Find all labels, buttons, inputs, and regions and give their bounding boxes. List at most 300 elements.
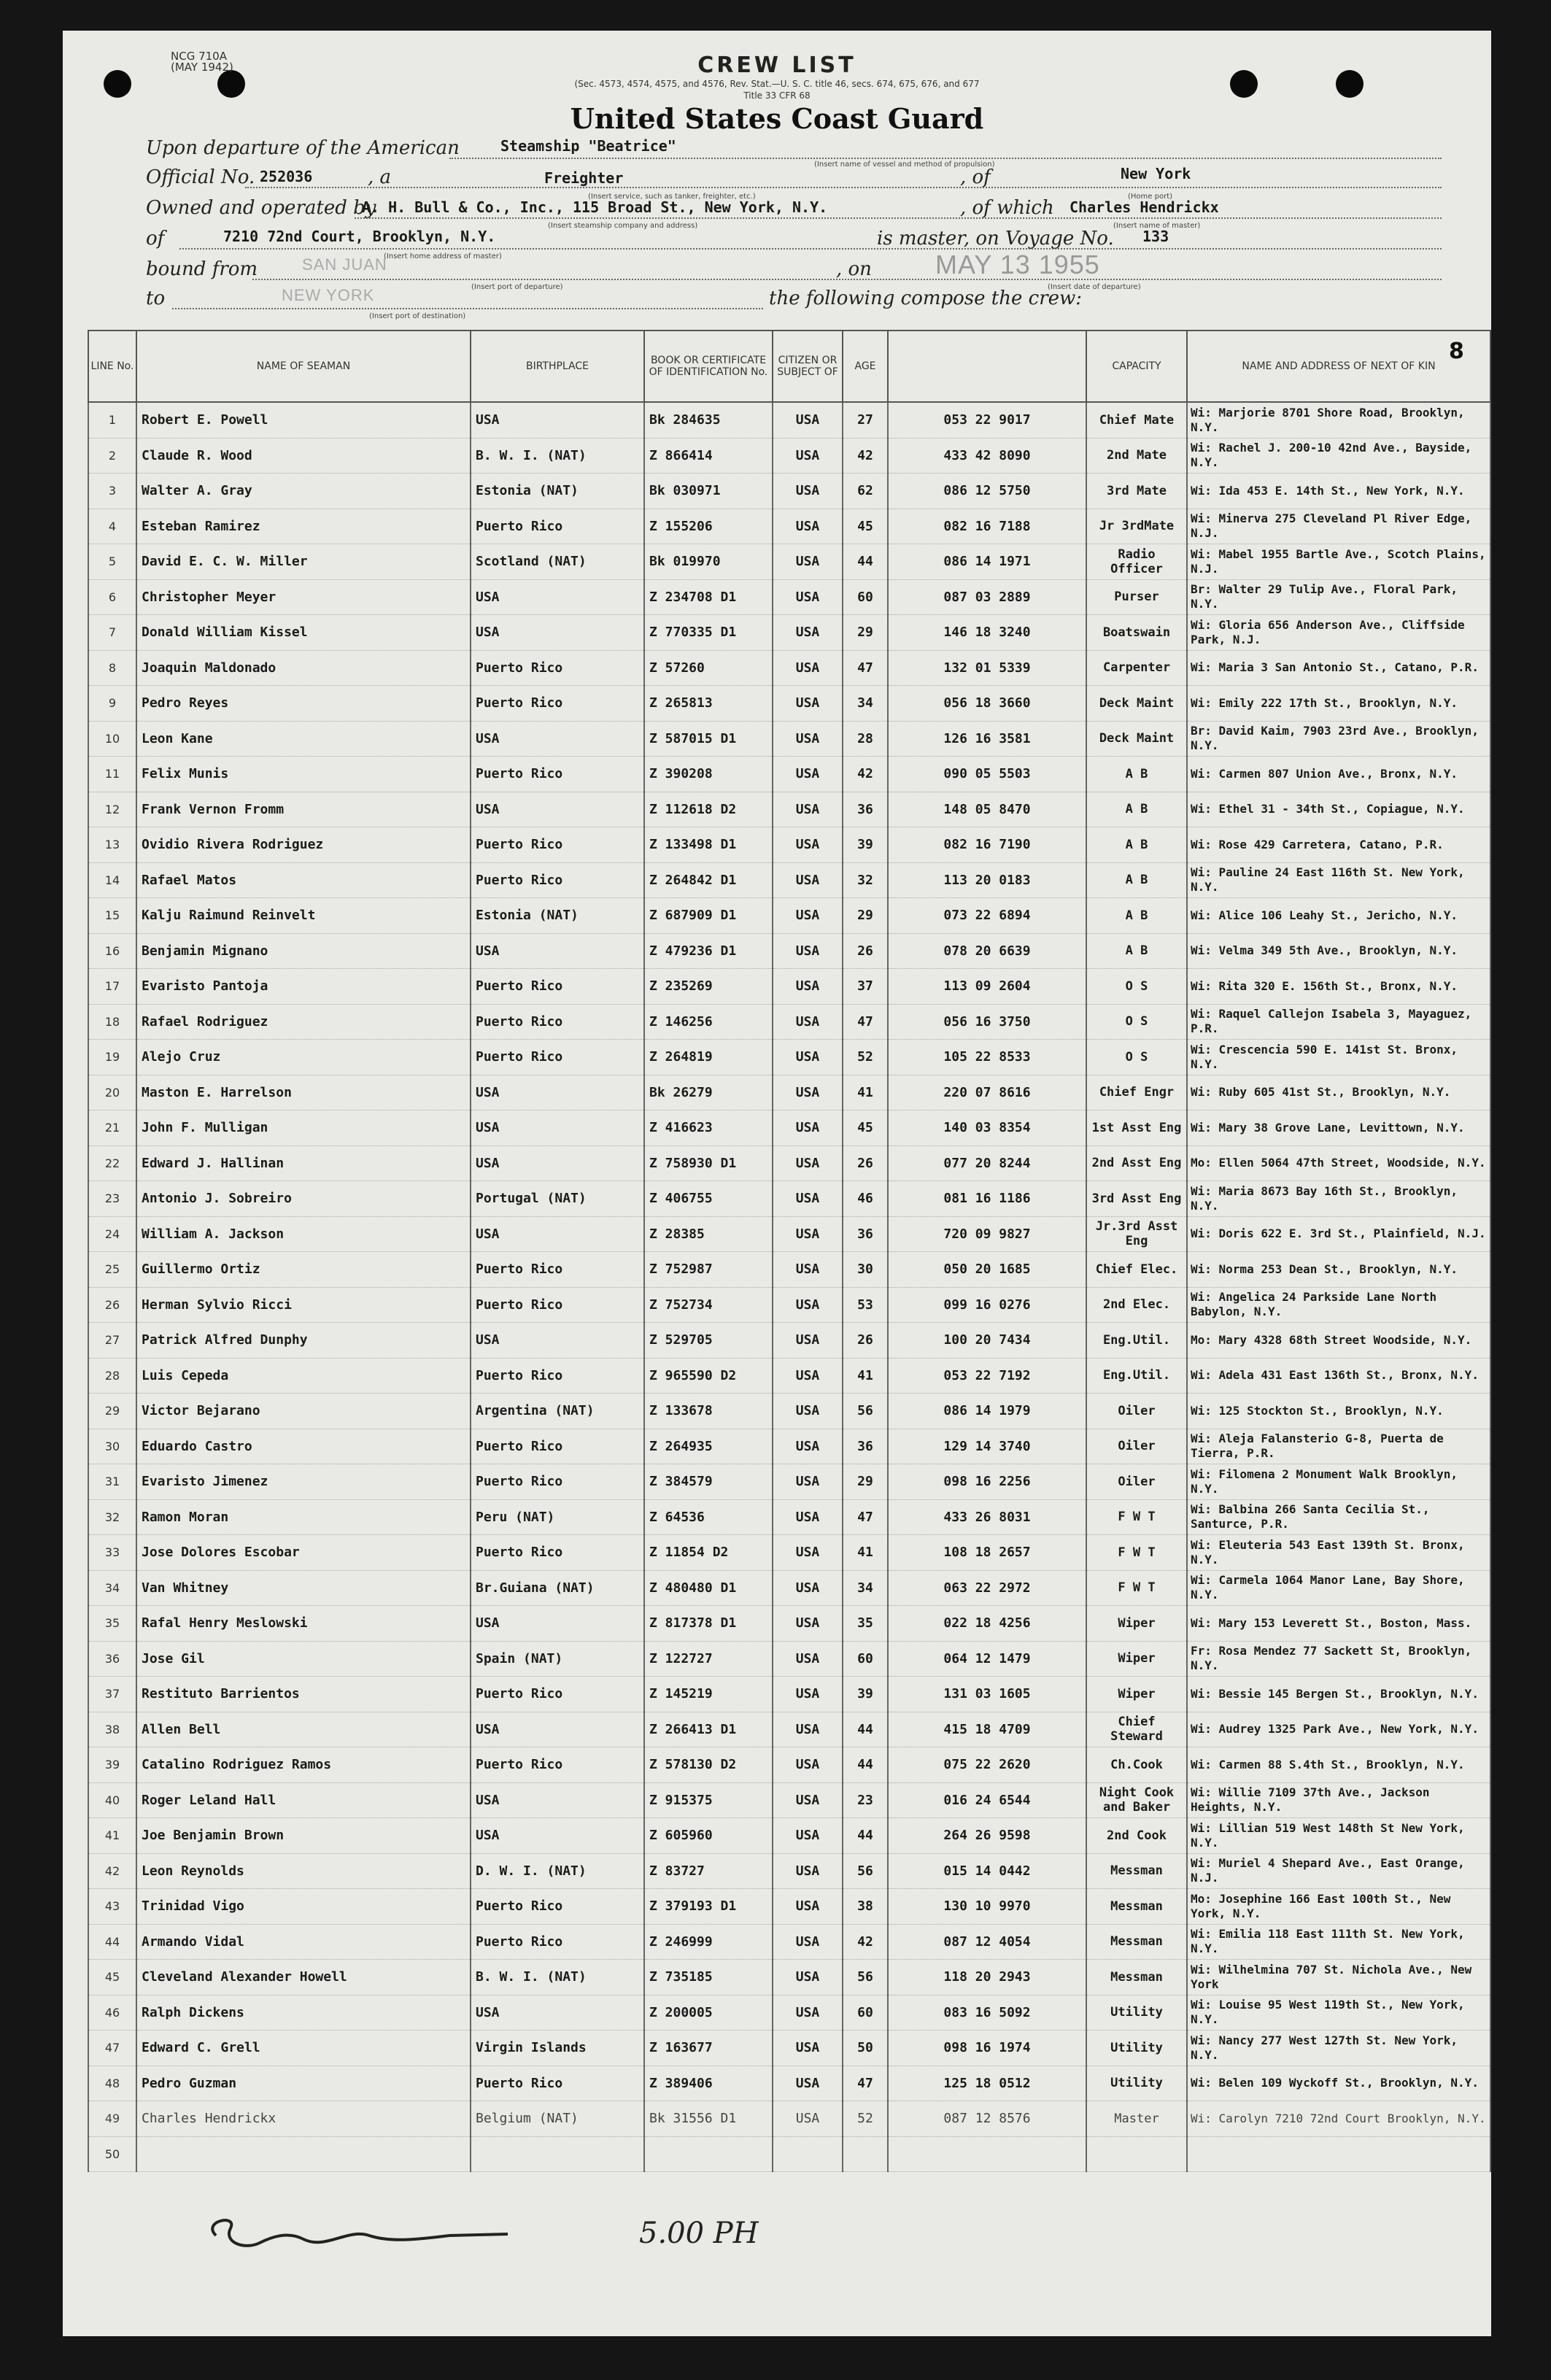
table-row <box>88 438 1490 474</box>
birthplace: USA <box>471 615 644 651</box>
certificate-number: Z 265813 <box>644 686 773 722</box>
line-number: 32 <box>88 1499 136 1535</box>
next-of-kin: Wi: Velma 349 5th Ave., Brooklyn, N.Y. <box>1187 933 1490 969</box>
citizenship: USA <box>773 1216 843 1252</box>
age: 41 <box>843 1535 888 1571</box>
age: 36 <box>843 1216 888 1252</box>
citizenship: USA <box>773 862 843 898</box>
capacity: Messman <box>1086 1924 1187 1960</box>
seaman-name: Esteban Ramirez <box>136 509 471 544</box>
next-of-kin: Wi: Nancy 277 West 127th St. New York, N.Y. <box>1187 2031 1490 2066</box>
birthplace: Puerto Rico <box>471 509 644 544</box>
capacity: Chief Engr <box>1086 1075 1187 1110</box>
bound-to-stamp: NEW YORK <box>282 286 375 304</box>
capacity: Night Cook and Baker <box>1086 1782 1187 1818</box>
seaman-name: Walter A. Gray <box>136 474 471 509</box>
statute-reference: (Sec. 4573, 4574, 4575, and 4576, Rev. Stat.—U. S. C. title 46, secs. 674, 675, 676, and 677 <box>574 79 980 89</box>
birthplace: Puerto Rico <box>471 969 644 1005</box>
capacity: Chief Elec. <box>1086 1252 1187 1288</box>
table-row <box>88 827 1490 863</box>
id-number: 113 20 0183 <box>888 862 1086 898</box>
fill-line <box>172 308 763 309</box>
capacity: Messman <box>1086 1960 1187 1995</box>
citizenship: USA <box>773 827 843 863</box>
capacity: Jr.3rd Asst Eng <box>1086 1216 1187 1252</box>
line-number: 17 <box>88 969 136 1005</box>
table-row <box>88 1747 1490 1783</box>
age: 29 <box>843 1464 888 1500</box>
next-of-kin: Mo: Ellen 5064 47th Street, Woodside, N.Y. <box>1187 1145 1490 1181</box>
birthplace: B. W. I. (NAT) <box>471 1960 644 1995</box>
capacity: 3rd Mate <box>1086 474 1187 509</box>
certificate-number: Z 112618 D2 <box>644 792 773 827</box>
capacity: 3rd Asst Eng <box>1086 1181 1187 1217</box>
next-of-kin: Wi: Audrey 1325 Park Ave., New York, N.Y. <box>1187 1712 1490 1747</box>
next-of-kin: Wi: Carmen 88 S.4th St., Brooklyn, N.Y. <box>1187 1747 1490 1783</box>
col-next-of-kin: NAME AND ADDRESS OF NEXT OF KIN <box>1187 331 1490 402</box>
certificate-number: Z 758930 D1 <box>644 1145 773 1181</box>
seaman-name: Catalino Rodriguez Ramos <box>136 1747 471 1783</box>
citizenship: USA <box>773 1712 843 1747</box>
id-number: 099 16 0276 <box>888 1287 1086 1323</box>
age: 44 <box>843 1818 888 1854</box>
next-of-kin: Br: David Kaim, 7903 23rd Ave., Brooklyn, N.Y. <box>1187 721 1490 757</box>
age: 45 <box>843 509 888 544</box>
col-capacity: CAPACITY <box>1086 331 1187 402</box>
age: 38 <box>843 1889 888 1925</box>
citizenship: USA <box>773 1853 843 1889</box>
capacity: 2nd Mate <box>1086 438 1187 474</box>
certificate-number: Z 11854 D2 <box>644 1535 773 1571</box>
line-number: 7 <box>88 615 136 651</box>
birthplace: Peru (NAT) <box>471 1499 644 1535</box>
age: 36 <box>843 792 888 827</box>
capacity: Wiper <box>1086 1677 1187 1712</box>
certificate-number: Z 264819 <box>644 1040 773 1075</box>
next-of-kin: Wi: Emily 222 17th St., Brooklyn, N.Y. <box>1187 686 1490 722</box>
citizenship: USA <box>773 1040 843 1075</box>
owner: A. H. Bull & Co., Inc., 115 Broad St., New York, N.Y. <box>362 198 828 216</box>
capacity: Deck Maint <box>1086 721 1187 757</box>
line-number: 38 <box>88 1712 136 1747</box>
statute-reference-2: Title 33 CFR 68 <box>743 90 811 101</box>
capacity: Eng.Util. <box>1086 1358 1187 1394</box>
age: 37 <box>843 969 888 1005</box>
next-of-kin: Mo: Josephine 166 East 100th St., New York, N.Y. <box>1187 1889 1490 1925</box>
voyage-no: 133 <box>1142 228 1169 245</box>
id-number: 082 16 7190 <box>888 827 1086 863</box>
table-row <box>88 1499 1490 1535</box>
age: 50 <box>843 2031 888 2066</box>
line-number: 1 <box>88 402 136 438</box>
table-row <box>88 402 1490 438</box>
seaman-name: Jose Dolores Escobar <box>136 1535 471 1571</box>
id-number: 140 03 8354 <box>888 1110 1086 1146</box>
capacity: Oiler <box>1086 1394 1187 1429</box>
id-number: 433 42 8090 <box>888 438 1086 474</box>
hint-owner: (Insert steamship company and address) <box>548 222 698 230</box>
table-row <box>88 1535 1490 1571</box>
certificate-number: Bk 019970 <box>644 544 773 580</box>
line-number: 30 <box>88 1429 136 1464</box>
capacity: Wiper <box>1086 1641 1187 1677</box>
table-row <box>88 1394 1490 1429</box>
capacity: O S <box>1086 1040 1187 1075</box>
table-row <box>88 1464 1490 1500</box>
line-number: 8 <box>88 650 136 686</box>
col-age: AGE <box>843 331 888 402</box>
id-number: 098 16 2256 <box>888 1464 1086 1500</box>
capacity: Utility <box>1086 1995 1187 2031</box>
birthplace: Puerto Rico <box>471 827 644 863</box>
next-of-kin: Wi: Filomena 2 Monument Walk Brooklyn, N.Y. <box>1187 1464 1490 1500</box>
line-number: 49 <box>88 2101 136 2137</box>
next-of-kin: Wi: Rachel J. 200-10 42nd Ave., Bayside, N.Y. <box>1187 438 1490 474</box>
capacity: Carpenter <box>1086 650 1187 686</box>
next-of-kin: Wi: Pauline 24 East 116th St. New York, N.Y. <box>1187 862 1490 898</box>
seaman-name: Roger Leland Hall <box>136 1782 471 1818</box>
id-number: 077 20 8244 <box>888 1145 1086 1181</box>
capacity: Purser <box>1086 579 1187 615</box>
citizenship: USA <box>773 1818 843 1854</box>
age: 62 <box>843 474 888 509</box>
next-of-kin: Wi: Carmen 807 Union Ave., Bronx, N.Y. <box>1187 757 1490 792</box>
label-is-master: is master, on Voyage No. <box>877 228 1114 250</box>
citizenship: USA <box>773 757 843 792</box>
crew-list-document <box>63 31 1491 2336</box>
capacity: A B <box>1086 792 1187 827</box>
citizenship: USA <box>773 2031 843 2066</box>
next-of-kin: Wi: Ida 453 E. 14th St., New York, N.Y. <box>1187 474 1490 509</box>
id-number: 075 22 2620 <box>888 1747 1086 1783</box>
seaman-name: Kalju Raimund Reinvelt <box>136 898 471 934</box>
seaman-name: Herman Sylvio Ricci <box>136 1287 471 1323</box>
certificate-number: Z 83727 <box>644 1853 773 1889</box>
col-citizen: CITIZEN OR SUBJECT OF <box>773 331 843 402</box>
seaman-name: Charles Hendrickx <box>136 2101 471 2137</box>
table-row <box>88 2136 1490 2172</box>
certificate-number: Z 965590 D2 <box>644 1358 773 1394</box>
age: 44 <box>843 544 888 580</box>
master-name: Charles Hendrickx <box>1070 198 1219 216</box>
line-number: 28 <box>88 1358 136 1394</box>
birthplace: USA <box>471 1145 644 1181</box>
next-of-kin: Wi: Angelica 24 Parkside Lane North Babylon, N.Y. <box>1187 1287 1490 1323</box>
citizenship: USA <box>773 1075 843 1110</box>
table-row <box>88 1110 1490 1146</box>
citizenship: USA <box>773 1782 843 1818</box>
table-row <box>88 792 1490 827</box>
citizenship: USA <box>773 1358 843 1394</box>
line-number: 48 <box>88 2066 136 2101</box>
birthplace: Estonia (NAT) <box>471 474 644 509</box>
seaman-name: Trinidad Vigo <box>136 1889 471 1925</box>
citizenship: USA <box>773 402 843 438</box>
id-number: 415 18 4709 <box>888 1712 1086 1747</box>
line-number: 45 <box>88 1960 136 1995</box>
birthplace: USA <box>471 1110 644 1146</box>
next-of-kin: Wi: Ethel 31 - 34th St., Copiague, N.Y. <box>1187 792 1490 827</box>
table-row <box>88 474 1490 509</box>
table-row <box>88 1181 1490 1217</box>
label-to: to <box>146 287 166 309</box>
line-number: 29 <box>88 1394 136 1429</box>
citizenship: USA <box>773 544 843 580</box>
certificate-number: Z 752987 <box>644 1252 773 1288</box>
age: 26 <box>843 1145 888 1181</box>
birthplace: Puerto Rico <box>471 2066 644 2101</box>
id-number: 098 16 1974 <box>888 2031 1086 2066</box>
age <box>843 2136 888 2172</box>
seaman-name: Leon Kane <box>136 721 471 757</box>
citizenship: USA <box>773 2066 843 2101</box>
birthplace: Puerto Rico <box>471 1287 644 1323</box>
capacity: Boatswain <box>1086 615 1187 651</box>
capacity: O S <box>1086 1004 1187 1040</box>
birthplace: Puerto Rico <box>471 1040 644 1075</box>
citizenship: USA <box>773 1145 843 1181</box>
certificate-number: Z 200005 <box>644 1995 773 2031</box>
age: 60 <box>843 579 888 615</box>
certificate-number: Z 64536 <box>644 1499 773 1535</box>
capacity: Wiper <box>1086 1606 1187 1642</box>
table-row <box>88 1075 1490 1110</box>
capacity: Chief Steward <box>1086 1712 1187 1747</box>
citizenship <box>773 2136 843 2172</box>
table-row <box>88 1960 1490 1995</box>
citizenship: USA <box>773 686 843 722</box>
line-number: 12 <box>88 792 136 827</box>
line-number: 24 <box>88 1216 136 1252</box>
capacity: 2nd Asst Eng <box>1086 1145 1187 1181</box>
certificate-number: Z 264842 D1 <box>644 862 773 898</box>
citizenship: USA <box>773 509 843 544</box>
seaman-name: Robert E. Powell <box>136 402 471 438</box>
citizenship: USA <box>773 1535 843 1571</box>
seaman-name: Cleveland Alexander Howell <box>136 1960 471 1995</box>
seaman-name: Victor Bejarano <box>136 1394 471 1429</box>
fill-line <box>355 217 1442 219</box>
form-date: (MAY 1942) <box>171 61 233 74</box>
birthplace: Argentina (NAT) <box>471 1394 644 1429</box>
age: 56 <box>843 1960 888 1995</box>
line-number: 13 <box>88 827 136 863</box>
certificate-number: Z 146256 <box>644 1004 773 1040</box>
seaman-name: Joaquin Maldonado <box>136 650 471 686</box>
id-number: 148 05 8470 <box>888 792 1086 827</box>
seaman-name: Alejo Cruz <box>136 1040 471 1075</box>
age: 56 <box>843 1394 888 1429</box>
certificate-number: Z 587015 D1 <box>644 721 773 757</box>
id-number: 220 07 8616 <box>888 1075 1086 1110</box>
label-of: , of <box>960 166 991 188</box>
fill-line <box>245 187 1442 188</box>
citizenship: USA <box>773 1429 843 1464</box>
id-number: 053 22 7192 <box>888 1358 1086 1394</box>
certificate-number: Z 578130 D2 <box>644 1747 773 1783</box>
id-number: 078 20 6639 <box>888 933 1086 969</box>
age: 47 <box>843 1004 888 1040</box>
citizenship: USA <box>773 1110 843 1146</box>
age: 53 <box>843 1287 888 1323</box>
capacity: Oiler <box>1086 1429 1187 1464</box>
age: 26 <box>843 933 888 969</box>
seaman-name: Rafal Henry Meslowski <box>136 1606 471 1642</box>
capacity: Messman <box>1086 1853 1187 1889</box>
age: 27 <box>843 402 888 438</box>
certificate-number: Bk 31556 D1 <box>644 2101 773 2137</box>
citizenship: USA <box>773 1889 843 1925</box>
age: 32 <box>843 862 888 898</box>
seaman-name: Frank Vernon Fromm <box>136 792 471 827</box>
capacity: F W T <box>1086 1535 1187 1571</box>
vessel-type: Freighter <box>544 169 624 187</box>
age: 42 <box>843 757 888 792</box>
line-number: 37 <box>88 1677 136 1712</box>
citizenship: USA <box>773 898 843 934</box>
line-number: 41 <box>88 1818 136 1854</box>
line-number: 22 <box>88 1145 136 1181</box>
certificate-number: Z 687909 D1 <box>644 898 773 934</box>
birthplace: Puerto Rico <box>471 1358 644 1394</box>
line-number: 21 <box>88 1110 136 1146</box>
citizenship: USA <box>773 792 843 827</box>
citizenship: USA <box>773 438 843 474</box>
id-number: 108 18 2657 <box>888 1535 1086 1571</box>
id-number: 087 03 2889 <box>888 579 1086 615</box>
age: 29 <box>843 898 888 934</box>
label-on: , on <box>836 258 872 280</box>
age: 42 <box>843 1924 888 1960</box>
age: 42 <box>843 438 888 474</box>
line-number: 19 <box>88 1040 136 1075</box>
next-of-kin: Wi: Alice 106 Leahy St., Jericho, N.Y. <box>1187 898 1490 934</box>
birthplace: Puerto Rico <box>471 1004 644 1040</box>
seaman-name: Christopher Meyer <box>136 579 471 615</box>
seaman-name: Joe Benjamin Brown <box>136 1818 471 1854</box>
table-row <box>88 2031 1490 2066</box>
id-number: 100 20 7434 <box>888 1323 1086 1359</box>
table-row <box>88 862 1490 898</box>
handwritten-note: 5.00 PH <box>639 2217 759 2250</box>
line-number: 20 <box>88 1075 136 1110</box>
hint-master: (Insert name of master) <box>1113 222 1201 230</box>
citizenship: USA <box>773 579 843 615</box>
seaman-name: Donald William Kissel <box>136 615 471 651</box>
certificate-number: Z 57260 <box>644 650 773 686</box>
seaman-name: Guillermo Ortiz <box>136 1252 471 1288</box>
line-number: 9 <box>88 686 136 722</box>
next-of-kin: Wi: Louise 95 West 119th St., New York, N.Y. <box>1187 1995 1490 2031</box>
table-row <box>88 1323 1490 1359</box>
citizenship: USA <box>773 615 843 651</box>
seaman-name: Evaristo Pantoja <box>136 969 471 1005</box>
id-number: 433 26 8031 <box>888 1499 1086 1535</box>
capacity: Jr 3rdMate <box>1086 509 1187 544</box>
agency-title: United States Coast Guard <box>570 102 984 135</box>
certificate-number: Z 133678 <box>644 1394 773 1429</box>
age: 60 <box>843 1641 888 1677</box>
line-number: 15 <box>88 898 136 934</box>
citizenship: USA <box>773 1464 843 1500</box>
label-a: , a <box>368 166 392 188</box>
line-number: 35 <box>88 1606 136 1642</box>
birthplace: Spain (NAT) <box>471 1641 644 1677</box>
birthplace: Puerto Rico <box>471 1747 644 1783</box>
date-stamp: MAY 13 1955 <box>935 250 1100 279</box>
id-number: 056 18 3660 <box>888 686 1086 722</box>
seaman-name: Restituto Barrientos <box>136 1677 471 1712</box>
id-number: 146 18 3240 <box>888 615 1086 651</box>
citizenship: USA <box>773 1394 843 1429</box>
next-of-kin: Wi: Ruby 605 41st St., Brooklyn, N.Y. <box>1187 1075 1490 1110</box>
birthplace: USA <box>471 402 644 438</box>
label-bound-from: bound from <box>146 258 258 280</box>
line-number: 16 <box>88 933 136 969</box>
age: 29 <box>843 615 888 651</box>
certificate-number: Z 866414 <box>644 438 773 474</box>
table-row <box>88 544 1490 580</box>
birthplace: Virgin Islands <box>471 2031 644 2066</box>
table-row <box>88 1216 1490 1252</box>
citizenship: USA <box>773 474 843 509</box>
age: 56 <box>843 1853 888 1889</box>
id-number: 086 14 1971 <box>888 544 1086 580</box>
certificate-number: Z 246999 <box>644 1924 773 1960</box>
next-of-kin: Wi: Bessie 145 Bergen St., Brooklyn, N.Y. <box>1187 1677 1490 1712</box>
citizenship: USA <box>773 1287 843 1323</box>
line-number: 26 <box>88 1287 136 1323</box>
seaman-name: Leon Reynolds <box>136 1853 471 1889</box>
label-of-which: , of which <box>960 197 1054 219</box>
capacity: A B <box>1086 757 1187 792</box>
citizenship: USA <box>773 1747 843 1783</box>
birthplace: USA <box>471 1995 644 2031</box>
table-row <box>88 2066 1490 2101</box>
capacity: Oiler <box>1086 1464 1187 1500</box>
age: 52 <box>843 2101 888 2137</box>
label-owned: Owned and operated by <box>146 197 376 219</box>
hint-home-port: (Home port) <box>1128 193 1173 201</box>
id-number: 086 14 1979 <box>888 1394 1086 1429</box>
table-row <box>88 1040 1490 1075</box>
birthplace: D. W. I. (NAT) <box>471 1853 644 1889</box>
table-row <box>88 615 1490 651</box>
id-number: 129 14 3740 <box>888 1429 1086 1464</box>
next-of-kin: Wi: Willie 7109 37th Ave., Jackson Heights, N.Y. <box>1187 1782 1490 1818</box>
seaman-name: David E. C. W. Miller <box>136 544 471 580</box>
certificate-number: Z 770335 D1 <box>644 615 773 651</box>
next-of-kin: Wi: 125 Stockton St., Brooklyn, N.Y. <box>1187 1394 1490 1429</box>
capacity: O S <box>1086 969 1187 1005</box>
age: 39 <box>843 827 888 863</box>
age: 34 <box>843 1570 888 1606</box>
certificate-number: Z 264935 <box>644 1429 773 1464</box>
birthplace: USA <box>471 1075 644 1110</box>
master-address: 7210 72nd Court, Brooklyn, N.Y. <box>223 228 496 245</box>
birthplace: Puerto Rico <box>471 1535 644 1571</box>
table-row <box>88 686 1490 722</box>
next-of-kin: Wi: Doris 622 E. 3rd St., Plainfield, N.J. <box>1187 1216 1490 1252</box>
id-number: 022 18 4256 <box>888 1606 1086 1642</box>
table-row <box>88 1606 1490 1642</box>
certificate-number: Z 234708 D1 <box>644 579 773 615</box>
capacity: 2nd Elec. <box>1086 1287 1187 1323</box>
fill-line <box>252 279 1442 280</box>
id-number: 082 16 7188 <box>888 509 1086 544</box>
certificate-number: Z 133498 D1 <box>644 827 773 863</box>
age: 34 <box>843 686 888 722</box>
